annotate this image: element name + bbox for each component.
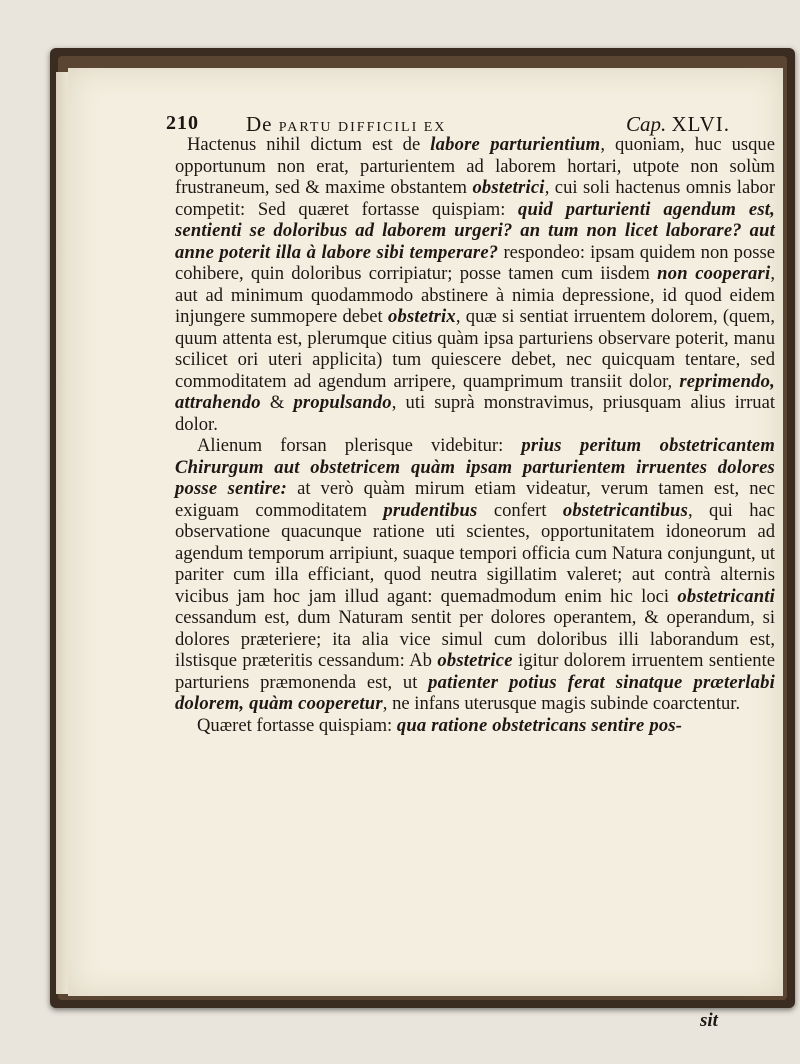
text-run: cessandum est, dum Naturam sentit per dolores operantem, & operandum, si dolores præterierе; ita alia vice simul cum doloribus illi laborandum est, ilstisque præteritis cessandum: Ab [175,607,775,671]
italic-phrase: patienter potius ferat sinatque præterlabi dolorem, quàm cooperetur [175,671,775,714]
text-run: , cui soli hactenus omnis labor competit: Sed quæret fortasse quispiam: [175,177,776,220]
italic-phrase: prius peritum obstetricantem Chirurgum aut obstetricem quàm ipsam parturientem irruentes dolores posse sentire: [175,435,775,499]
italic-phrase: non cooperari [657,263,771,284]
chapter-label: Cap. [626,112,667,136]
text-run: igitur dolorem irruentem sentiente parturiens præmonenda est, ut [175,650,775,693]
italic-phrase: obstetrice [437,650,513,671]
text-run: & [260,392,294,413]
chapter-number: XLVI. [671,112,730,136]
italic-phrase: qua ratione obstetricans sentire pos- [396,714,683,736]
text-run: at verò quàm mirum etiam videatur, verum tamen est, nec exiguam commoditatem [175,478,776,521]
text-run: respondeo: ipsam quidem non posse cohibere, quin doloribus corripiatur; posse tamen cum iisdem [175,241,775,284]
text-run: , aut ad minimum quodammodo abstinere à nimia depressione, id quod eidem injungere summopere debet [175,263,775,327]
catchword: sit [700,1010,718,1031]
text-run: confert [477,499,563,521]
text-run: , quoniam, huc usque opportunum non erat, parturientem ad laborem hortari, utpote non solùm frustraneum, sed & maxime obstantem [175,134,775,198]
paragraph-2 [175,435,775,715]
text-run: , qui hac observatione quacunque ratione uti scientes, opportunitatem idoneorum ad agendum temporum arripiunt, suaque tempori officia cum Natura conjungunt, ut pariter cum illa efficiant, quod neutra sigillatim valeret; aut contrà alternis vicibus jam hoc jam illud agant: quemadmodum enim hic loci [175,499,775,607]
text-run: Quæret fortasse quispiam: [197,714,397,736]
page-number: 210 [166,112,199,134]
text-run: Alienum forsan plerisque videbitur: [197,435,522,456]
italic-phrase: reprimendo, attrahendo [175,370,775,413]
italic-phrase: prudentibus [383,499,478,521]
text-run: , quæ si sentiat irruentem dolorem, (quem, quum attenta est, plerumque citius quàm ipsa parturiens observare poterit, manu scilicet ori uteri applicita) tum quiescere debet, nec quicquam tentare, sed commoditatem ad agendum arripere, quamprimum transiit dolor, [175,306,775,392]
italic-phrase: labore parturientium [430,134,601,155]
italic-phrase: obstetrix [387,306,456,327]
italic-phrase: obstetrici [472,177,545,198]
running-title-main: De [246,112,273,136]
paragraph-3 [175,715,775,737]
body-text [175,134,775,736]
italic-phrase: quid parturienti agendum est, sentienti se doloribus ad laborem urgeri? an tum non licet laborare? aut anne poterit illa à labore sibi temperare? [175,198,775,263]
running-title-rest: PARTU DIFFICILI EX [278,120,447,135]
italic-phrase: propulsando [293,392,392,413]
paragraph-1 [175,134,775,435]
text-run: , uti suprà monstravimus, priusquam alius irruat dolor. [175,392,775,435]
text-run: Hactenus nihil dictum est de [187,134,431,155]
text-run: , ne infans uterusque magis subinde coarctentur. [382,693,741,714]
italic-phrase: obstetricantibus [562,499,689,521]
italic-phrase: obstetricanti [677,585,775,607]
